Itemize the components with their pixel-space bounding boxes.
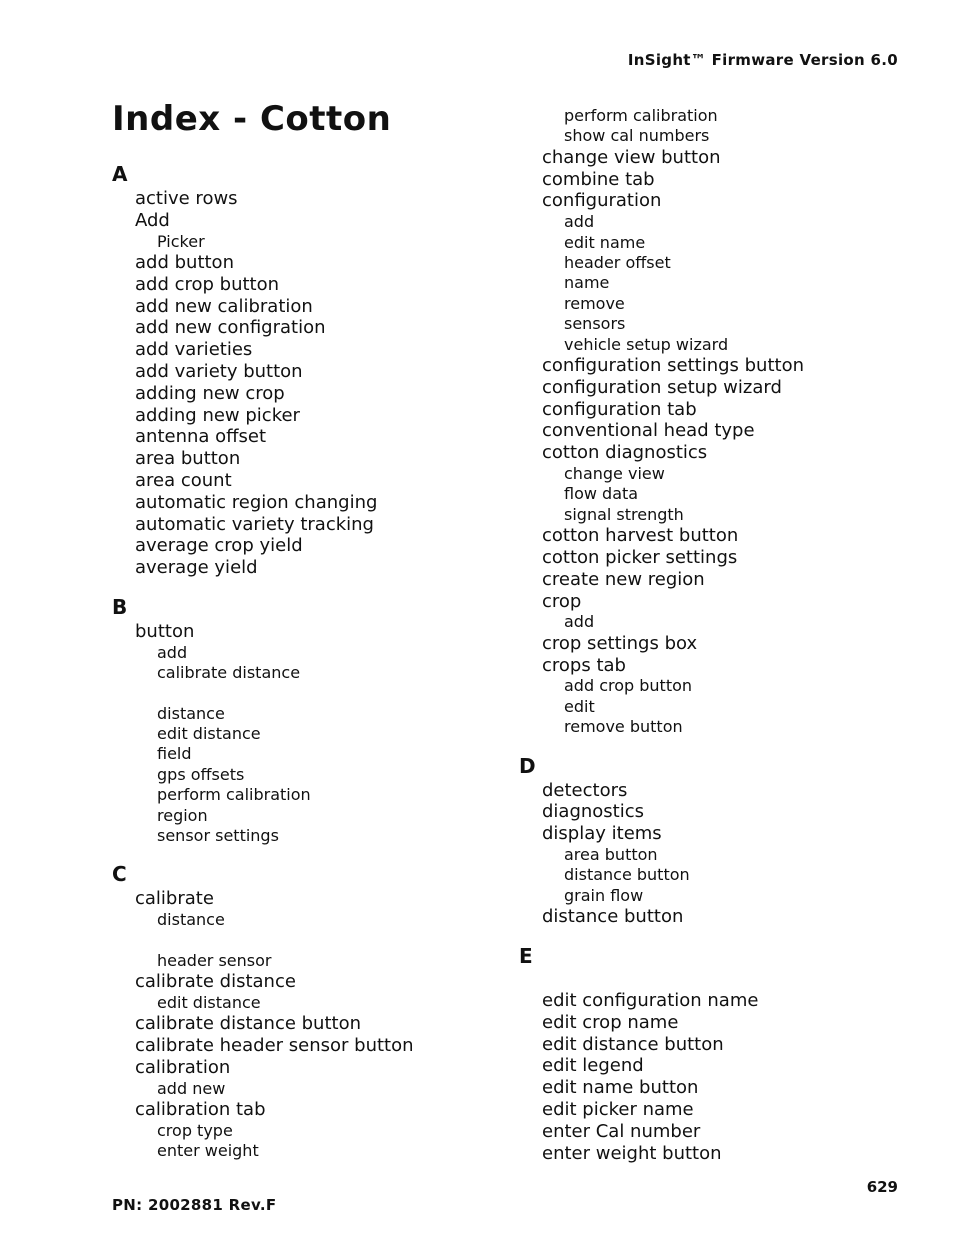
index-entry: display items bbox=[542, 823, 662, 845]
index-entry: area button bbox=[135, 448, 241, 470]
index-subentry: header offset bbox=[564, 253, 671, 273]
index-entry: antenna offset bbox=[135, 426, 267, 448]
index-subentry: Picker bbox=[157, 231, 205, 251]
index-entry: cotton picker settings bbox=[542, 547, 738, 569]
index-entry: configuration setup wizard bbox=[542, 376, 782, 398]
index-subentry: header sensor bbox=[157, 950, 272, 970]
index-subentry: gps offsets bbox=[157, 764, 245, 784]
index-subentry: add bbox=[564, 212, 595, 232]
index-entry: cotton harvest button bbox=[542, 525, 739, 547]
index-section bbox=[519, 106, 919, 738]
index-entry: active rows bbox=[135, 188, 238, 209]
index-subentry: edit distance bbox=[157, 992, 261, 1012]
index-entry: conventional head type bbox=[542, 420, 755, 442]
index-entry: average crop yield bbox=[135, 535, 303, 557]
index-entry: crop settings box bbox=[542, 632, 698, 654]
index-subentry: change view bbox=[564, 464, 665, 484]
index-column-left bbox=[112, 160, 512, 1176]
index-entry: change view button bbox=[542, 146, 721, 168]
index-entry: add new calibration bbox=[135, 295, 313, 317]
index-entry: enter weight button bbox=[542, 1142, 722, 1164]
index-entry: diagnostics bbox=[542, 801, 645, 823]
index-section bbox=[112, 593, 512, 846]
index-subentry: crop type bbox=[157, 1120, 233, 1140]
page-number: 629 bbox=[866, 1178, 898, 1196]
index-entry: edit crop name bbox=[542, 1011, 679, 1033]
index-entry: edit legend bbox=[542, 1055, 644, 1077]
index-entry: adding new crop bbox=[135, 382, 285, 404]
entry-spacer bbox=[112, 931, 512, 951]
index-section bbox=[519, 942, 919, 1164]
index-entry: calibration tab bbox=[135, 1099, 266, 1121]
index-subentry: distance button bbox=[564, 865, 690, 885]
index-subentry: distance bbox=[157, 910, 225, 930]
index-subentry: name bbox=[564, 273, 610, 293]
index-entry: add button bbox=[135, 252, 234, 273]
index-subentry: region bbox=[157, 805, 208, 825]
section-letter: C bbox=[112, 862, 127, 887]
index-entry: automatic region changing bbox=[135, 491, 378, 513]
index-entry: calibrate distance bbox=[135, 971, 296, 993]
index-entry: calibrate bbox=[135, 888, 214, 910]
index-subentry: grain flow bbox=[564, 885, 644, 905]
index-entry: area count bbox=[135, 469, 232, 491]
index-entry: edit distance button bbox=[542, 1033, 724, 1055]
index-entry: edit name button bbox=[542, 1077, 699, 1099]
index-subentry: distance bbox=[157, 703, 225, 723]
index-subentry: add bbox=[564, 612, 595, 632]
index-entry: enter Cal number bbox=[542, 1120, 701, 1142]
index-subentry: perform calibration bbox=[157, 785, 311, 805]
entry-spacer bbox=[519, 970, 919, 990]
index-subentry: sensor settings bbox=[157, 826, 279, 845]
index-subentry: edit bbox=[564, 696, 595, 716]
index-entry: automatic variety tracking bbox=[135, 513, 374, 535]
section-letter: A bbox=[112, 162, 128, 186]
running-header: InSight™ Firmware Version 6.0 bbox=[627, 51, 898, 69]
index-subentry: flow data bbox=[564, 484, 639, 504]
index-subentry: add new bbox=[157, 1078, 226, 1098]
index-subentry: signal strength bbox=[564, 504, 684, 524]
index-subentry: remove button bbox=[564, 717, 683, 737]
index-entry: edit configuration name bbox=[542, 990, 759, 1012]
index-entry: distance button bbox=[542, 906, 684, 928]
index-subentry: field bbox=[157, 744, 192, 764]
index-entry: configuration bbox=[542, 190, 662, 212]
index-entry: calibrate header sensor button bbox=[135, 1035, 414, 1057]
index-entry: crop bbox=[542, 590, 582, 612]
index-subentry: area button bbox=[564, 845, 658, 865]
section-letter: B bbox=[112, 594, 128, 619]
index-entry: add variety button bbox=[135, 360, 303, 382]
index-entry: configuration tab bbox=[542, 398, 697, 420]
index-entry: add new configration bbox=[135, 317, 326, 339]
index-section bbox=[112, 160, 512, 579]
index-section bbox=[112, 860, 512, 1161]
index-entry: cotton diagnostics bbox=[542, 442, 708, 464]
index-subentry: enter weight bbox=[157, 1141, 259, 1161]
index-entry: edit picker name bbox=[542, 1099, 694, 1121]
index-subentry: edit distance bbox=[157, 723, 261, 743]
index-subentry: sensors bbox=[564, 314, 626, 334]
index-entry: adding new picker bbox=[135, 404, 300, 426]
index-entry: detectors bbox=[542, 779, 628, 801]
index-entry: calibrate distance button bbox=[135, 1013, 362, 1035]
index-subentry: edit name bbox=[564, 232, 646, 252]
index-entry: Add bbox=[135, 209, 170, 231]
index-subentry: add bbox=[157, 642, 188, 662]
page-title: Index - Cotton bbox=[112, 99, 392, 139]
index-entry: add crop button bbox=[135, 273, 280, 295]
section-letter: D bbox=[519, 753, 536, 778]
index-section bbox=[519, 752, 919, 928]
index-entry: add varieties bbox=[135, 339, 253, 361]
index-subentry: perform calibration bbox=[564, 106, 718, 125]
index-subentry: vehicle setup wizard bbox=[564, 334, 729, 354]
index-entry: configuration settings button bbox=[542, 355, 804, 377]
index-entry: crops tab bbox=[542, 654, 626, 676]
index-subentry: calibrate distance bbox=[157, 663, 301, 683]
index-entry: average yield bbox=[135, 557, 258, 579]
index-entry: create new region bbox=[542, 568, 705, 590]
index-subentry: remove bbox=[564, 293, 625, 313]
index-subentry: show cal numbers bbox=[564, 126, 710, 146]
index-entry: combine tab bbox=[542, 168, 655, 190]
index-subentry: add crop button bbox=[564, 676, 693, 696]
index-column-right bbox=[519, 106, 919, 1178]
index-entry: calibration bbox=[135, 1056, 231, 1078]
section-letter: E bbox=[519, 944, 533, 969]
index-entry: button bbox=[135, 620, 195, 642]
part-number: PN: 2002881 Rev.F bbox=[112, 1196, 277, 1214]
entry-spacer bbox=[112, 684, 512, 704]
